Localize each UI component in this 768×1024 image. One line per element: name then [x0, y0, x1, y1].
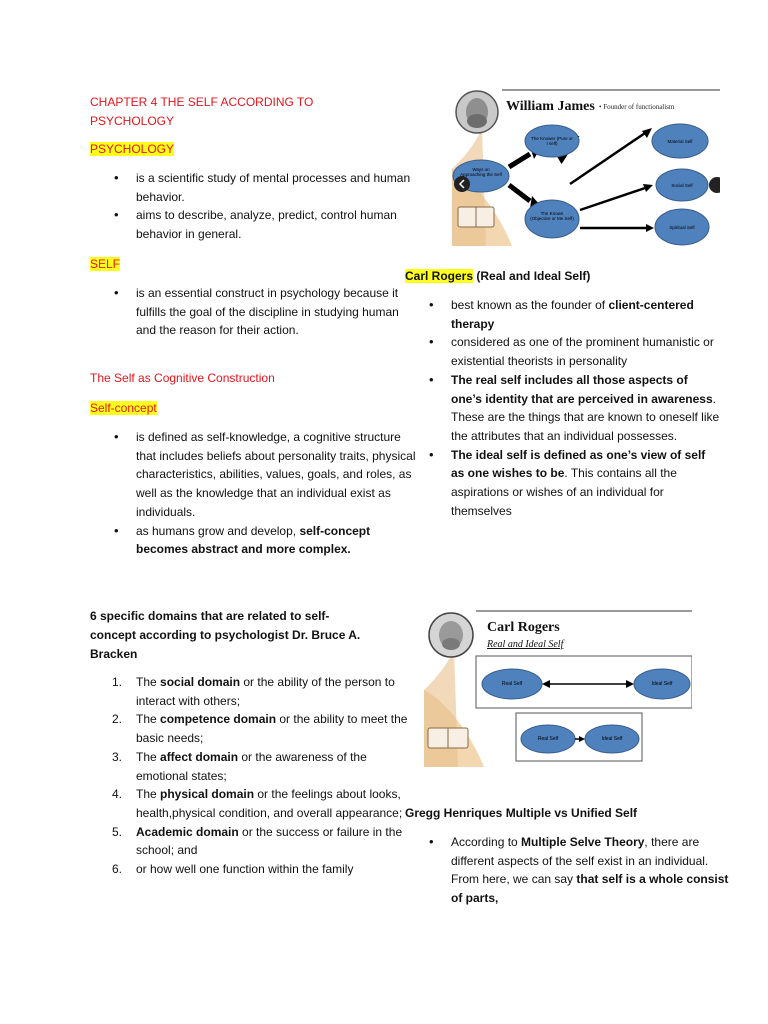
rogers-list	[405, 296, 721, 520]
node-label: The Knower (Pure or I self)	[531, 136, 573, 146]
prev-arrow-icon	[454, 176, 470, 192]
list-item: 6. or how well one function within the family	[112, 862, 354, 877]
domains-heading: 6 specific domains that are related to self-concept according to psychologist Dr. Bruce A. Bracken	[90, 609, 361, 661]
carl-rogers-heading: Carl Rogers (Real and Ideal Self)	[405, 269, 591, 283]
node-label: Social Self	[671, 183, 693, 188]
list-item: • According to Multiple Selve Theory, there are different aspects of the self exist in an individual. From here, we can say that self is a whole consist of parts,	[451, 833, 731, 908]
list-item: • is an essential construct in psychology because it fulfills the goal of the discipline in studying human and the reason for their action.	[136, 284, 416, 340]
self-concept-heading: Self-concept	[90, 401, 157, 415]
carl-rogers-slide	[424, 610, 692, 767]
node-label: The Known (Objective or Me Self)	[530, 211, 574, 221]
node-label: Real Self	[537, 736, 559, 742]
node-label: Ideal Self	[651, 681, 673, 687]
list-item: 5. Academic domain or the success or failure in the school; and	[112, 824, 403, 858]
node-label: Ways on Approaching the Self	[460, 167, 502, 177]
list-item: • best known as the founder of client-centered therapy	[451, 296, 721, 333]
list-item: 2. The competence domain or the ability to meet the basic needs;	[112, 712, 408, 746]
list-item: 1. The social domain or the ability of the person to interact with others;	[112, 675, 395, 708]
node-label: Real Self	[501, 681, 523, 687]
self-concept-list	[90, 428, 416, 559]
cognitive-heading: The Self as Cognitive Construction	[90, 371, 275, 385]
slide-title: Carl Rogers	[487, 620, 560, 635]
list-item: 3. The affect domain or the awareness of the emotional states;	[112, 749, 367, 783]
list-item: • is defined as self-knowledge, a cognitive structure that includes beliefs about personality traits, physical characteristics, abilities, values, goals, and roles, as well as the knowledge that an individual exist as individuals.	[136, 428, 416, 522]
psychology-list	[90, 169, 416, 244]
list-item: • is a scientific study of mental processes and human behavior.	[136, 169, 416, 206]
list-item: • as humans grow and develop, self-concept becomes abstract and more complex.	[136, 522, 416, 559]
node-label: Spiritual Self	[669, 225, 695, 230]
chapter-title: CHAPTER 4 THE SELF ACCORDING TO PSYCHOLOGY	[90, 95, 314, 128]
henriques-list	[405, 833, 731, 908]
william-james-slide	[452, 89, 720, 246]
slide-subtitle: Real and Ideal Self	[487, 639, 564, 650]
self-list	[90, 284, 416, 340]
list-item: • considered as one of the prominent humanistic or existential theorists in personality	[451, 333, 721, 370]
slide-subtitle: • Founder of functionalism	[599, 103, 675, 111]
slide-title: William James	[506, 99, 595, 114]
list-item: • The real self includes all those aspects of one’s identity that are perceived in awareness. These are the things that are known to oneself like the attributes that an individual possesses.	[451, 371, 721, 446]
self-heading: SELF	[90, 257, 121, 271]
list-item: 4. The physical domain or the feelings about looks, health,physical condition, and overall appearance;	[112, 787, 403, 820]
psychology-heading: PSYCHOLOGY	[90, 142, 175, 156]
list-item: • aims to describe, analyze, predict, control human behavior in general.	[136, 206, 416, 243]
node-label: Material Self	[667, 139, 693, 144]
node-label: Ideal Self	[601, 736, 623, 742]
henriques-heading: Gregg Henriques Multiple vs Unified Self	[405, 806, 638, 820]
domains-list	[90, 673, 416, 879]
list-item: • The ideal self is defined as one’s view of self as one wishes to be. This contains all the aspirations or wishes of an individual for themselves	[451, 446, 721, 521]
